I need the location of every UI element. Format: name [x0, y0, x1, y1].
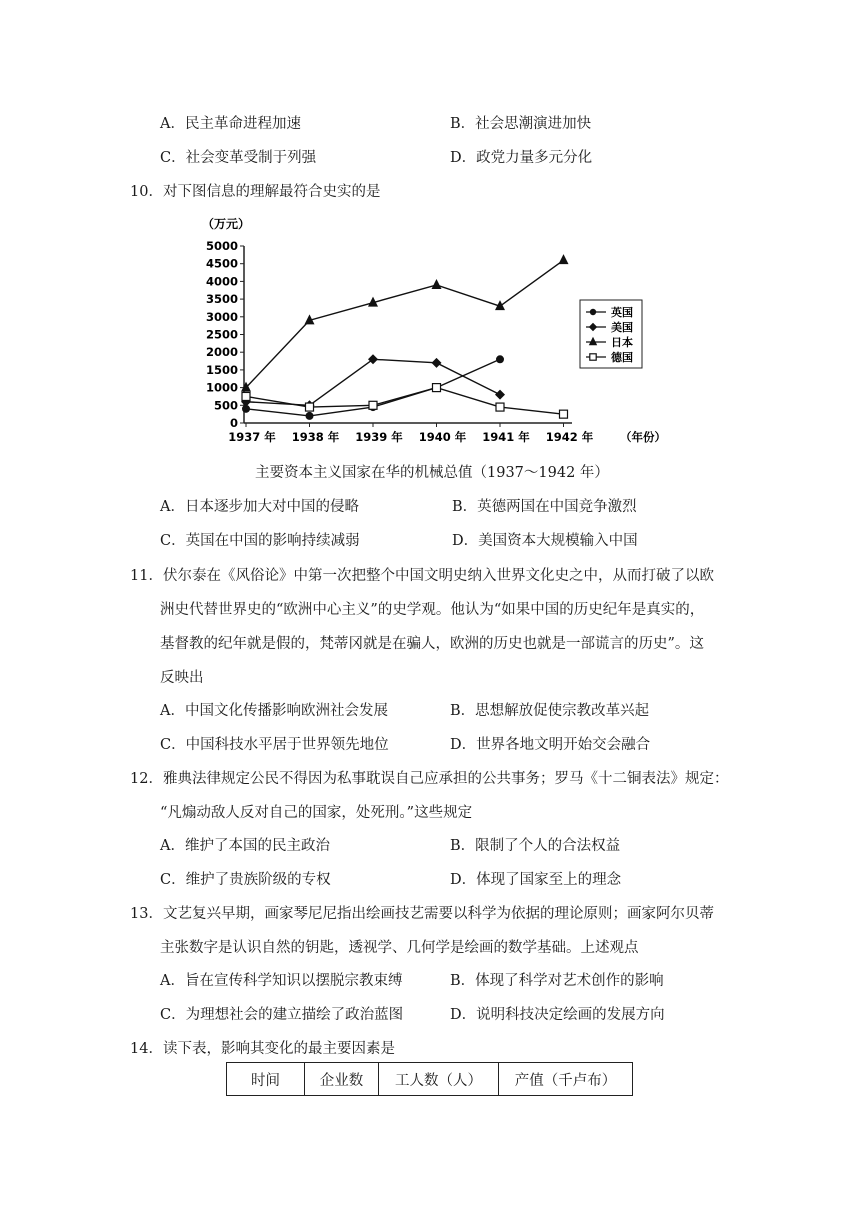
- table-header-row: [227, 1063, 633, 1096]
- series-line-3: [246, 388, 564, 415]
- machinery-value-chart: [200, 212, 666, 452]
- data-point: [306, 412, 314, 420]
- q14-table: [226, 1062, 633, 1096]
- q13-option-c[interactable]: C．为理想社会的建立描绘了政治蓝图: [160, 1007, 404, 1023]
- data-point: [496, 403, 504, 411]
- data-point: [306, 403, 314, 411]
- data-point: [433, 384, 441, 392]
- table-header-cell: 企业数: [305, 1063, 379, 1096]
- q12-option-d[interactable]: D．体现了国家至上的理念: [450, 872, 622, 888]
- x-tick-label: 1942 年: [545, 430, 594, 444]
- x-tick-label: 1941 年: [482, 430, 530, 444]
- data-point: [559, 254, 569, 264]
- q9-option-d[interactable]: D．政党力量多元分化: [450, 150, 593, 166]
- q10-option-c[interactable]: C．英国在中国的影响持续减弱: [160, 533, 360, 549]
- legend-marker: [590, 309, 596, 315]
- legend-label: 德国: [611, 351, 633, 364]
- q11-option-a[interactable]: A．中国文化传播影响欧洲社会发展: [160, 703, 388, 719]
- q10-stem: 10．对下图信息的理解最符合史实的是: [130, 184, 381, 200]
- q13-option-d[interactable]: D．说明科技决定绘画的发展方向: [450, 1007, 665, 1023]
- y-tick-label: 5000: [205, 239, 238, 253]
- q9-option-c[interactable]: C．社会变革受制于列强: [160, 150, 317, 166]
- q13-line-2: 主张数字是认识自然的钥匙，透视学、几何学是绘画的数学基础。上述观点: [160, 940, 639, 956]
- table-header-cell: 时间: [227, 1063, 305, 1096]
- legend: [580, 300, 642, 368]
- y-tick-label: 3000: [205, 309, 238, 324]
- x-tick-label: 1938 年: [291, 430, 340, 444]
- x-axis-label: （年份）: [620, 430, 666, 444]
- y-tick-label: 4000: [205, 274, 238, 289]
- q9-option-a[interactable]: A．民主革命进程加速: [160, 116, 301, 132]
- legend-label: 美国: [611, 321, 633, 334]
- data-point: [432, 358, 442, 368]
- y-tick-label: 2500: [205, 327, 238, 342]
- q12-option-a[interactable]: A．维护了本国的民主政治: [160, 838, 330, 854]
- q13-option-a[interactable]: A．旨在宣传科学知识以摆脱宗教束缚: [160, 973, 403, 989]
- q12-line-1: 12．雅典法律规定公民不得因为私事耽误自己应承担的公共事务；罗马《十二铜表法》规定：: [130, 771, 729, 787]
- x-tick-label: 1940 年: [418, 430, 467, 444]
- y-axis-unit: （万元）: [202, 217, 251, 231]
- q11-line-2: 洲史代替世界史的“欧洲中心主义”的史学观。他认为“如果中国的历史纪年是真实的，: [160, 602, 705, 618]
- q14-stem: 14．读下表，影响其变化的最主要因素是: [130, 1041, 395, 1057]
- y-tick-label: 0: [229, 416, 238, 430]
- y-tick-label: 1500: [205, 362, 238, 377]
- q11-option-c[interactable]: C．中国科技水平居于世界领先地位: [160, 737, 389, 753]
- q12-line-2: “凡煽动敌人反对自己的国家，处死刑。”这些规定: [160, 805, 473, 821]
- y-tick-label: 1000: [205, 380, 238, 395]
- data-point: [560, 410, 568, 418]
- table-header-cell: 产值（千卢布）: [499, 1063, 633, 1096]
- q10-option-b[interactable]: B．英德两国在中国竞争激烈: [452, 499, 637, 515]
- data-point: [368, 354, 378, 364]
- data-point: [432, 279, 442, 289]
- q13-line-1: 13．文艺复兴早期，画家琴尼尼指出绘画技艺需要以科学为依据的理论原则；画家阿尔贝蒂: [130, 906, 714, 922]
- data-point: [242, 392, 250, 400]
- series-line-2: [246, 260, 564, 387]
- chart-caption: 主要资本主义国家在华的机械总值（1937～1942 年）: [255, 465, 609, 481]
- data-point: [495, 390, 505, 400]
- q12-option-b[interactable]: B．限制了个人的合法权益: [450, 838, 621, 854]
- data-point: [369, 401, 377, 409]
- legend-label: 日本: [611, 336, 633, 349]
- series-line-1: [246, 359, 500, 405]
- y-tick-label: 2000: [205, 345, 238, 360]
- data-point: [496, 355, 504, 363]
- q12-option-c[interactable]: C．维护了贵族阶级的专权: [160, 872, 331, 888]
- y-tick-label: 500: [213, 398, 238, 413]
- q13-option-b[interactable]: B．体现了科学对艺术创作的影响: [450, 973, 664, 989]
- y-tick-label: 4500: [205, 256, 238, 271]
- x-tick-label: 1937 年: [228, 430, 276, 444]
- y-tick-label: 3500: [205, 292, 238, 307]
- q11-line-3: 基督教的纪年就是假的，梵蒂冈就是在骗人，欧洲的历史也就是一部谎言的历史”。这: [160, 636, 704, 652]
- q11-line-1: 11．伏尔泰在《风俗论》中第一次把整个中国文明史纳入世界文化史之中，从而打破了以欧: [130, 568, 714, 584]
- legend-marker: [590, 354, 596, 360]
- q11-line-4: 反映出: [160, 670, 204, 686]
- legend-label: 英国: [611, 306, 633, 319]
- q11-option-b[interactable]: B．思想解放促使宗教改革兴起: [450, 703, 650, 719]
- q10-option-d[interactable]: D．美国资本大规模输入中国: [452, 533, 638, 549]
- q10-option-a[interactable]: A．日本逐步加大对中国的侵略: [160, 499, 359, 515]
- table-header-cell: 工人数（人）: [379, 1063, 499, 1096]
- x-tick-label: 1939 年: [355, 430, 403, 444]
- q9-option-b[interactable]: B．社会思潮演进加快: [450, 116, 592, 132]
- q11-option-d[interactable]: D．世界各地文明开始交会融合: [450, 737, 651, 753]
